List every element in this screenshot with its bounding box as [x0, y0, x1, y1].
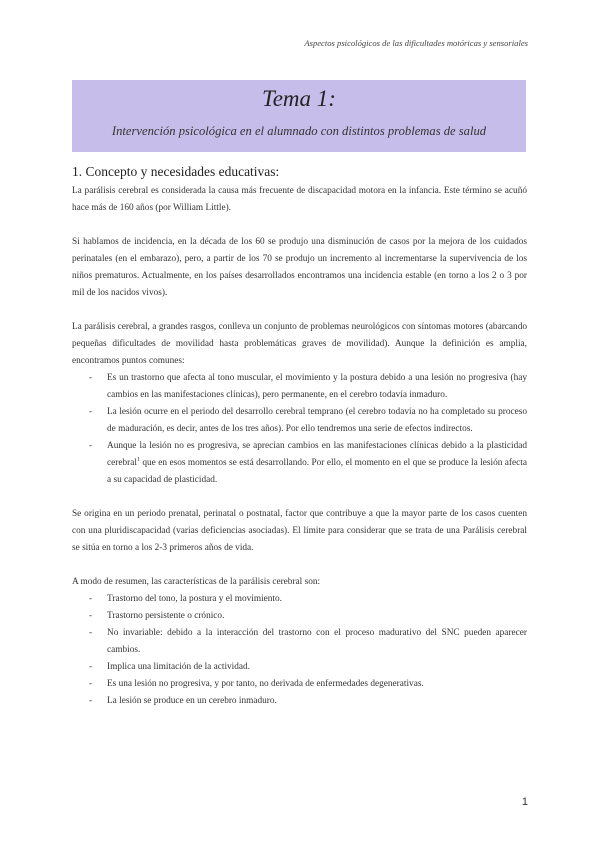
definition-list: [72, 370, 527, 489]
dash-bullet: -: [89, 628, 93, 638]
section-heading: 1. Concepto y necesidades educativas:: [72, 164, 280, 179]
paragraph: Si hablamos de incidencia, en la década de los 60 se produjo una disminución de casos por la mejora de los cuidados perinatales (en el embarazo), pero, a partir de los 70 se produjo un incremento al incrementarse la supervivencia de los niños prematuros. Actualmente, en los países desarrollados encontramos una incidencia estable (en torno a los 2 o 3 por mil de los nacidos vivos).: [72, 237, 527, 298]
dash-bullet: -: [89, 662, 93, 672]
list-item: [72, 625, 527, 659]
list-item: [72, 693, 527, 710]
list-item: [72, 676, 527, 693]
dash-bullet: -: [89, 373, 93, 383]
list-item-text: Implica una limitación de la actividad.: [107, 662, 251, 672]
chapter-subtitle: Intervención psicológica en el alumnado con distintos problemas de salud: [111, 124, 487, 138]
list-item-text: Es una lesión no progresiva, y por tanto, no derivada de enfermedades degenerativas.: [107, 679, 424, 689]
paragraph: A modo de resumen, las características de la parálisis cerebral son:: [72, 577, 321, 587]
dash-bullet: -: [89, 407, 93, 417]
running-header: Aspectos psicológicos de las dificultades motóricas y sensoriales: [304, 38, 528, 48]
list-item: [72, 370, 527, 404]
list-item-text: que en esos momentos se está desarrollando. Por ello, el momento en el que se produce la lesión afecta a su capacidad de plasticidad.: [107, 458, 527, 485]
list-item-text: No invariable: debido a la interacción del trastorno con el proceso madurativo del SNC pueden aparecer cambios.: [107, 628, 527, 655]
title-banner: [72, 80, 526, 152]
list-item-text: La lesión ocurre en el periodo del desarrollo cerebral temprano (el cerebro todavía no ha completado su proceso de maduración, es decir, antes de los tres años). Por ello tendremos una serie de efectos indirectos.: [107, 407, 527, 434]
footnote-marker[interactable]: 1: [136, 456, 140, 463]
dash-bullet: -: [89, 594, 93, 604]
list-item: [72, 438, 527, 489]
characteristics-list: [72, 591, 527, 710]
paragraph: La parálisis cerebral, a grandes rasgos, conlleva un conjunto de problemas neurológicos con síntomas motores (abarcando pequeñas dificultades de movilidad hasta problemáticas graves de movilidad). Aunque la definición es amplia, encontramos puntos comunes:: [72, 322, 527, 366]
list-item: [72, 608, 527, 625]
list-item: [72, 591, 527, 608]
page-number: 1: [521, 796, 528, 808]
list-item-text: Es un trastorno que afecta al tono muscular, el movimiento y la postura debido a una lesión no progresiva (hay cambios en las manifestaciones clínicas), pero permanente, en el cerebro todavía inmaduro.: [107, 373, 527, 400]
paragraph: La parálisis cerebral es considerada la causa más frecuente de discapacidad motora en la infancia. Este término se acuñó hace más de 160 años (por William Little).: [72, 186, 527, 213]
list-item: [72, 404, 527, 438]
dash-bullet: -: [89, 696, 93, 706]
list-item-text: La lesión se produce en un cerebro inmaduro.: [107, 696, 277, 706]
list-item: [72, 659, 527, 676]
chapter-title: Tema 1:: [262, 86, 336, 111]
list-item-text: Trastorno persistente o crónico.: [107, 611, 225, 621]
dash-bullet: -: [89, 679, 93, 689]
list-item-text: Aunque la lesión no es progresiva, se aprecian cambios en las manifestaciones clínicas debido a la plasticidad cerebral: [107, 441, 527, 468]
dash-bullet: -: [89, 611, 93, 621]
paragraph: Se origina en un periodo prenatal, perinatal o postnatal, factor que contribuye a que la mayor parte de los casos cuenten con una pluridiscapacidad (varias deficiencias asociadas). El límite para considerar que se trata de una Parálisis cerebral se sitúa en torno a los 2-3 primeros años de vida.: [72, 509, 527, 553]
body-text: [72, 183, 527, 710]
dash-bullet: -: [89, 441, 93, 451]
list-item-text: Trastorno del tono, la postura y el movimiento.: [107, 594, 282, 604]
